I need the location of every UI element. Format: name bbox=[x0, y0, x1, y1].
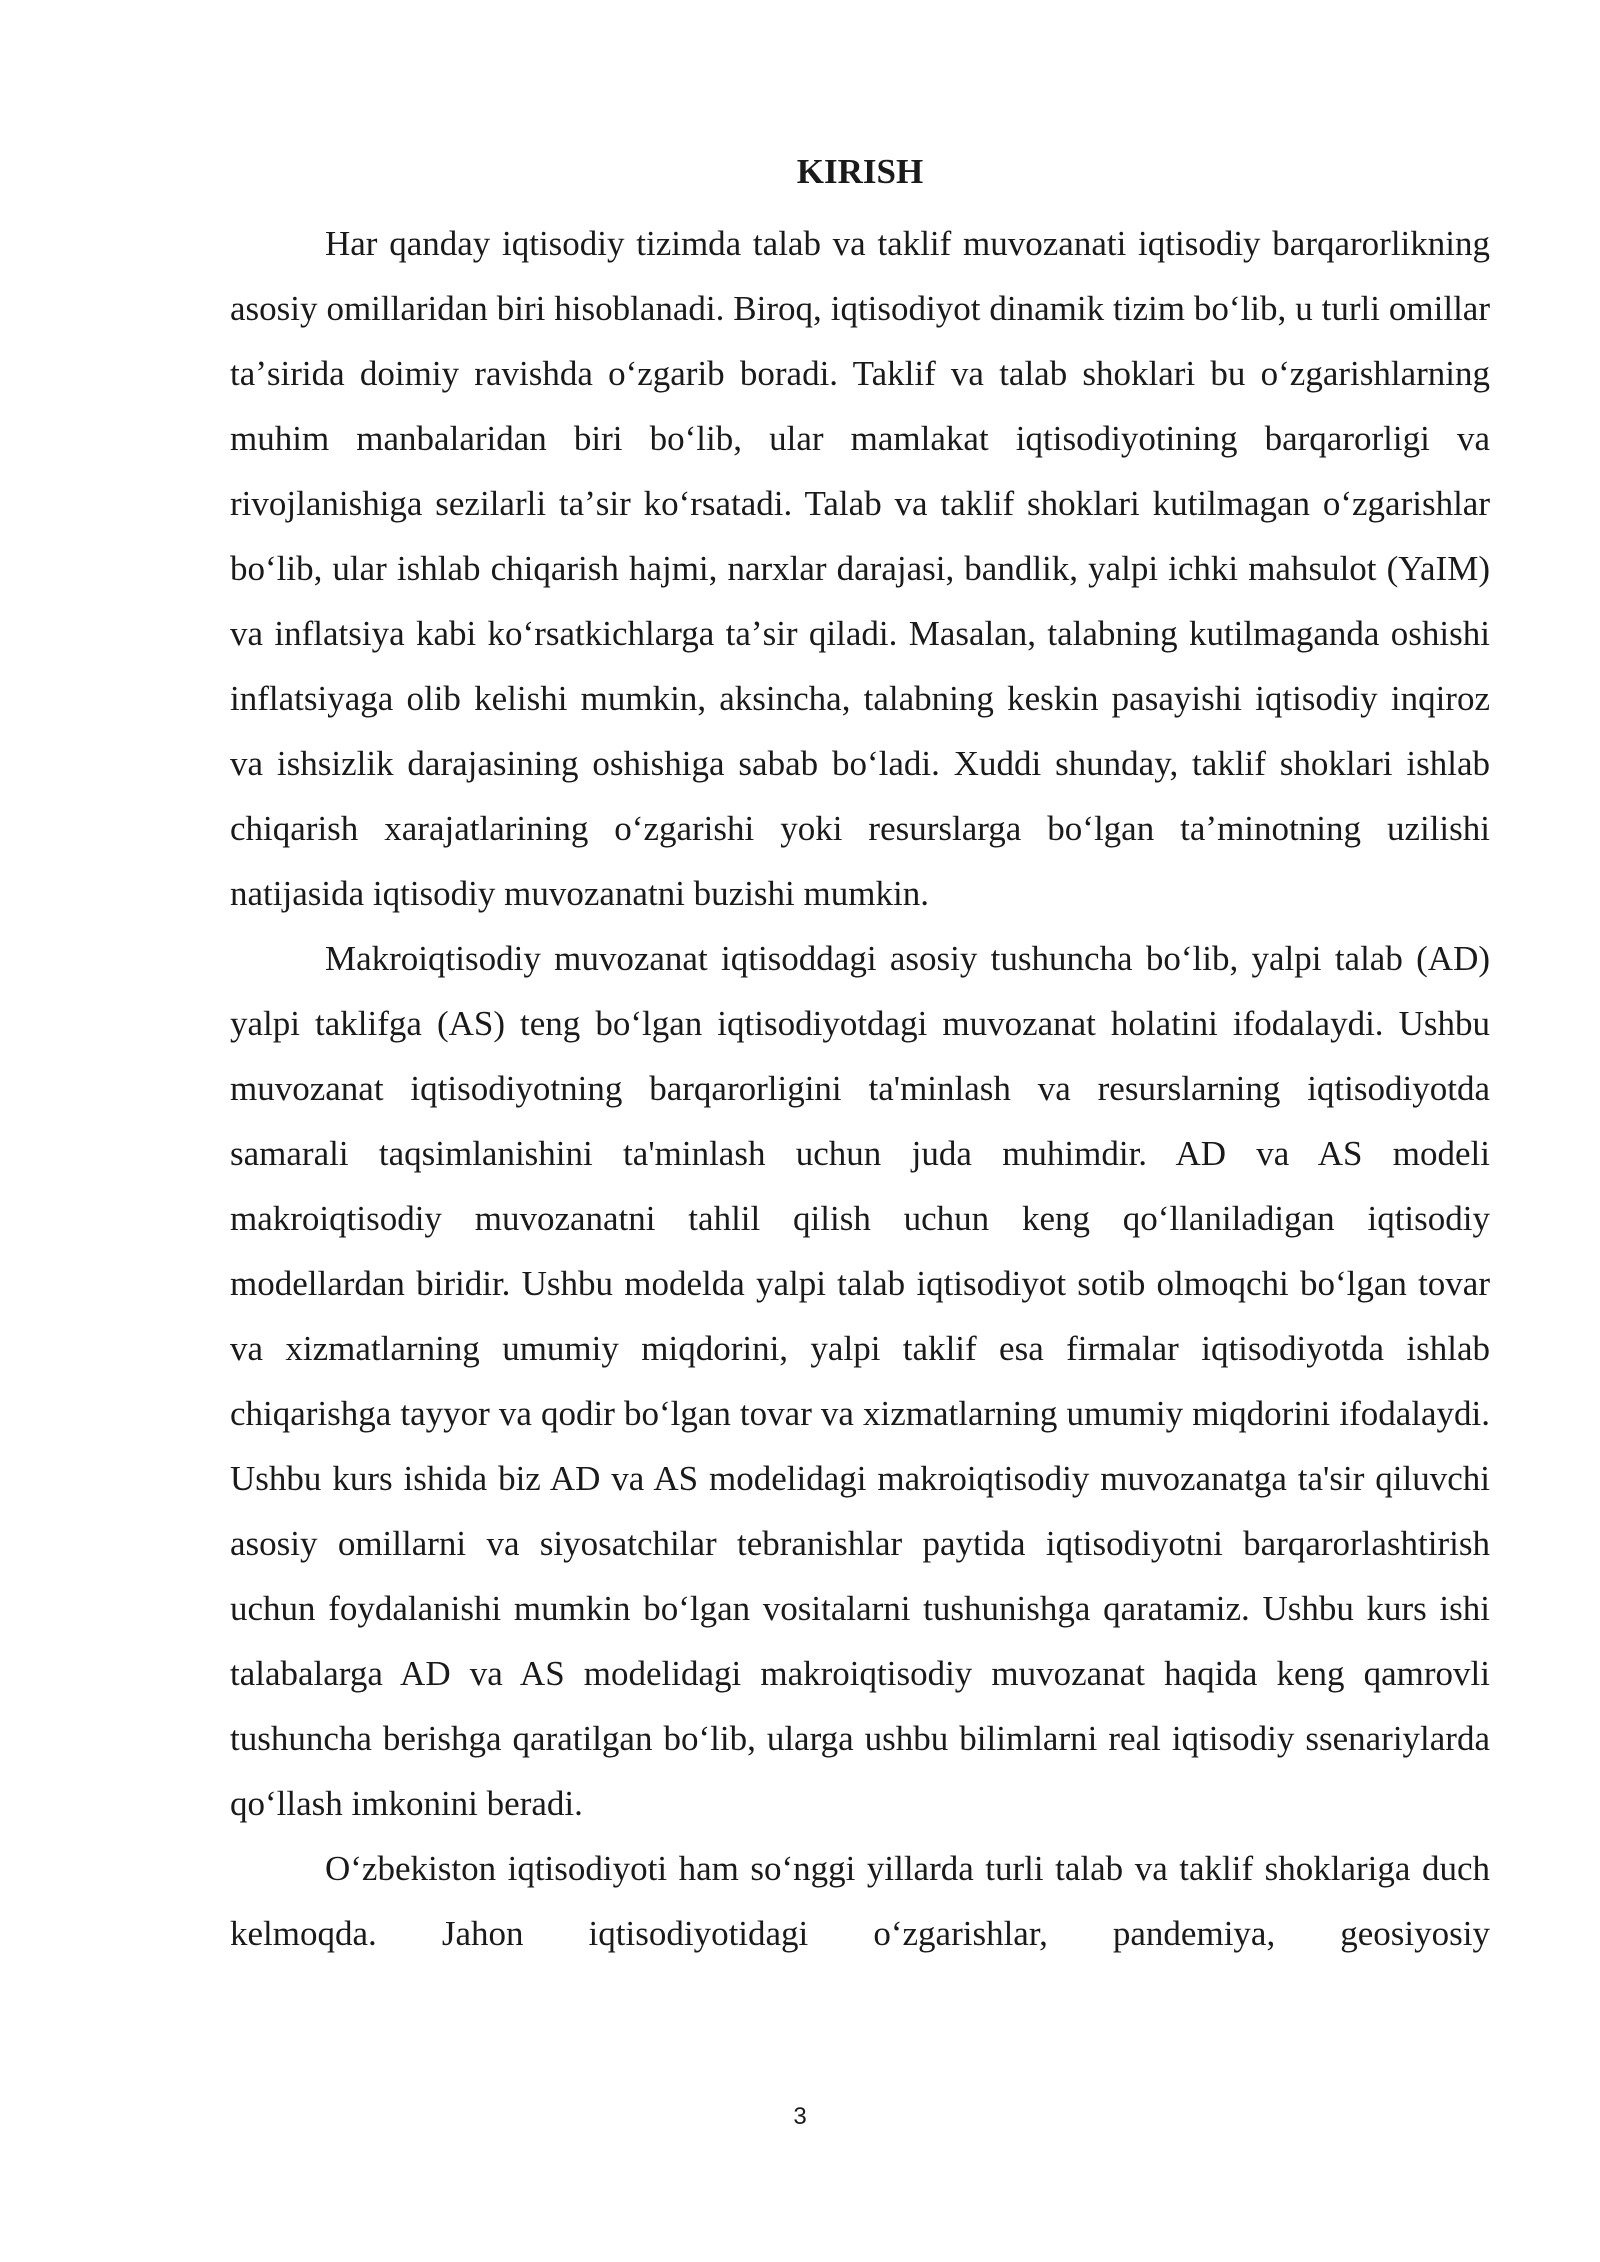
paragraph-2: Makroiqtisodiy muvozanat iqtisoddagi asosiy tushuncha boʻlib, yalpi talab (AD) yalpi taklifga (AS) teng boʻlgan iqtisodiyotdagi muvozanat holatini ifodalaydi. Ushbu muvozanat iqtisodiyotning barqarorligini ta'minlash va resurslarning iqtisodiyotda samarali taqsimlanishini ta'minlash uchun juda muhimdir. AD va AS modeli makroiqtisodiy muvozanatni tahlil qilish uchun keng qoʻllaniladigan iqtisodiy modellardan biridir. Ushbu modelda yalpi talab iqtisodiyot sotib olmoqchi boʻlgan tovar va xizmatlarning umumiy miqdorini, yalpi taklif esa firmalar iqtisodiyotda ishlab chiqarishga tayyor va qodir boʻlgan tovar va xizmatlarning umumiy miqdorini ifodalaydi. Ushbu kurs ishida biz AD va AS modelidagi makroiqtisodiy muvozanatga ta'sir qiluvchi asosiy omillarni va siyosatchilar tebranishlar paytida iqtisodiyotni barqarorlashtirish uchun foydalanishi mumkin boʻlgan vositalarni tushunishga qaratamiz. Ushbu kurs ishi talabalarga AD va AS modelidagi makroiqtisodiy muvozanat haqida keng qamrovli tushuncha berishga qaratilgan boʻlib, ularga ushbu bilimlarni real iqtisodiy ssenariylarda qoʻllash imkonini beradi. bbox=[230, 939, 1490, 1823]
paragraph-3: Oʻzbekiston iqtisodiyoti ham soʻnggi yillarda turli talab va taklif shoklariga duch kelmoqda. Jahon iqtisodiyotidagi oʻzgarishlar, pandemiya, geosiyosiy bbox=[230, 1849, 1490, 1953]
page-number: 3 bbox=[793, 2103, 807, 2130]
paragraph-1: Har qanday iqtisodiy tizimda talab va taklif muvozanati iqtisodiy barqarorlikning asosiy omillaridan biri hisoblanadi. Biroq, iqtisodiyot dinamik tizim boʻlib, u turli omillar taʼsirida doimiy ravishda oʻzgarib boradi. Taklif va talab shoklari bu oʻzgarishlarning muhim manbalaridan biri boʻlib, ular mamlakat iqtisodiyotining barqarorligi va rivojlanishiga sezilarli taʼsir koʻrsatadi. Talab va taklif shoklari kutilmagan oʻzgarishlar boʻlib, ular ishlab chiqarish hajmi, narxlar darajasi, bandlik, yalpi ichki mahsulot (YaIM) va inflatsiya kabi koʻrsatkichlarga taʼsir qiladi. Masalan, talabning kutilmaganda oshishi inflatsiyaga olib kelishi mumkin, aksincha, talabning keskin pasayishi iqtisodiy inqiroz va ishsizlik darajasining oshishiga sabab boʻladi. Xuddi shunday, taklif shoklari ishlab chiqarish xarajatlarining oʻzgarishi yoki resurslarga boʻlgan taʼminotning uzilishi natijasida iqtisodiy muvozanatni buzishi mumkin. bbox=[230, 224, 1490, 913]
section-heading: KIRISH bbox=[796, 152, 924, 191]
page-content bbox=[230, 145, 1490, 1966]
